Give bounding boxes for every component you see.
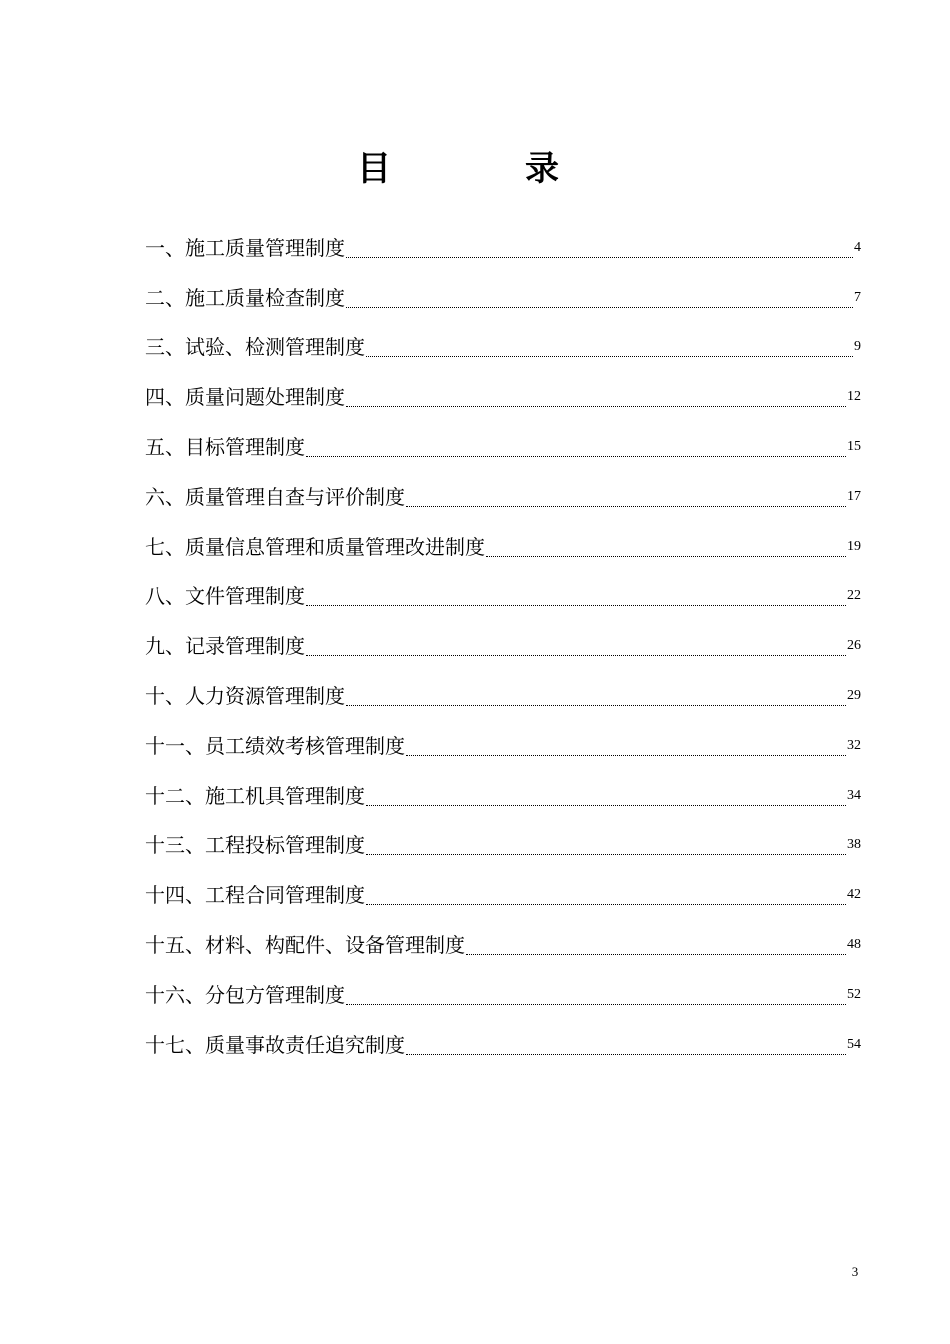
- toc-entry-page-number: 19: [847, 538, 861, 554]
- toc-entry[interactable]: [145, 318, 861, 368]
- toc-entry-label: 一、施工质量管理制度: [145, 235, 345, 260]
- toc-entry[interactable]: [145, 567, 861, 617]
- toc-entry-label: 四、质量问题处理制度: [145, 385, 345, 410]
- toc-entry-label: 二、施工质量检查制度: [145, 285, 345, 310]
- toc-entry-page-number: 34: [847, 787, 861, 803]
- toc-entry[interactable]: [145, 965, 861, 1015]
- toc-dot-leader: [486, 556, 846, 557]
- toc-entry-page-number: 9: [854, 339, 861, 355]
- toc-dot-leader: [306, 605, 846, 606]
- toc-entry[interactable]: [145, 467, 861, 517]
- toc-entry-page-number: 4: [854, 239, 861, 255]
- table-of-contents: [145, 218, 861, 1065]
- toc-entry[interactable]: [145, 417, 861, 467]
- toc-entry-label: 五、目标管理制度: [145, 434, 305, 459]
- toc-dot-leader: [406, 506, 846, 507]
- toc-entry-page-number: 17: [847, 488, 861, 504]
- toc-entry-label: 十二、施工机具管理制度: [145, 783, 365, 808]
- toc-entry-label: 十、人力资源管理制度: [145, 683, 345, 708]
- toc-entry-page-number: 48: [847, 936, 861, 952]
- toc-entry-label: 八、文件管理制度: [145, 584, 305, 609]
- toc-entry[interactable]: [145, 1015, 861, 1065]
- toc-entry[interactable]: [145, 766, 861, 816]
- toc-dot-leader: [306, 655, 846, 656]
- toc-entry[interactable]: [145, 915, 861, 965]
- toc-entry-page-number: 52: [847, 986, 861, 1002]
- toc-entry[interactable]: [145, 716, 861, 766]
- toc-dot-leader: [406, 1054, 846, 1055]
- toc-entry-page-number: 54: [847, 1036, 861, 1052]
- toc-dot-leader: [366, 904, 846, 905]
- toc-entry[interactable]: [145, 218, 861, 268]
- toc-entry-page-number: 29: [847, 687, 861, 703]
- toc-entry[interactable]: [145, 268, 861, 318]
- toc-entry-label: 七、质量信息管理和质量管理改进制度: [145, 534, 485, 559]
- toc-entry-label: 十一、员工绩效考核管理制度: [145, 733, 405, 758]
- toc-entry-label: 九、记录管理制度: [145, 634, 305, 659]
- toc-entry[interactable]: [145, 816, 861, 866]
- toc-entry[interactable]: [145, 517, 861, 567]
- toc-entry-label: 六、质量管理自查与评价制度: [145, 484, 405, 509]
- toc-dot-leader: [306, 456, 846, 457]
- toc-entry-page-number: 22: [847, 588, 861, 604]
- toc-entry-label: 十六、分包方管理制度: [145, 982, 345, 1007]
- toc-entry-page-number: 32: [847, 737, 861, 753]
- toc-dot-leader: [366, 854, 846, 855]
- page-number: 3: [851, 1264, 859, 1279]
- toc-entry-label: 十三、工程投标管理制度: [145, 833, 365, 858]
- toc-entry-label: 三、试验、检测管理制度: [145, 335, 365, 360]
- toc-entry-page-number: 15: [847, 438, 861, 454]
- toc-entry-label: 十七、质量事故责任追究制度: [145, 1032, 405, 1057]
- toc-entry-page-number: 42: [847, 887, 861, 903]
- toc-entry-label: 十四、工程合同管理制度: [145, 883, 365, 908]
- toc-dot-leader: [346, 406, 846, 407]
- page-title: 目 录: [357, 149, 609, 189]
- toc-entry[interactable]: [145, 616, 861, 666]
- toc-dot-leader: [406, 755, 846, 756]
- toc-dot-leader: [466, 954, 846, 955]
- toc-entry-page-number: 38: [847, 837, 861, 853]
- toc-dot-leader: [346, 1004, 846, 1005]
- toc-entry[interactable]: [145, 666, 861, 716]
- toc-dot-leader: [346, 257, 853, 258]
- toc-entry-label: 十五、材料、构配件、设备管理制度: [145, 932, 465, 957]
- toc-dot-leader: [346, 307, 853, 308]
- toc-dot-leader: [346, 705, 846, 706]
- toc-entry[interactable]: [145, 367, 861, 417]
- toc-entry[interactable]: [145, 865, 861, 915]
- toc-dot-leader: [366, 356, 853, 357]
- toc-dot-leader: [366, 805, 846, 806]
- toc-entry-page-number: 12: [847, 389, 861, 405]
- toc-entry-page-number: 26: [847, 638, 861, 654]
- toc-entry-page-number: 7: [854, 289, 861, 305]
